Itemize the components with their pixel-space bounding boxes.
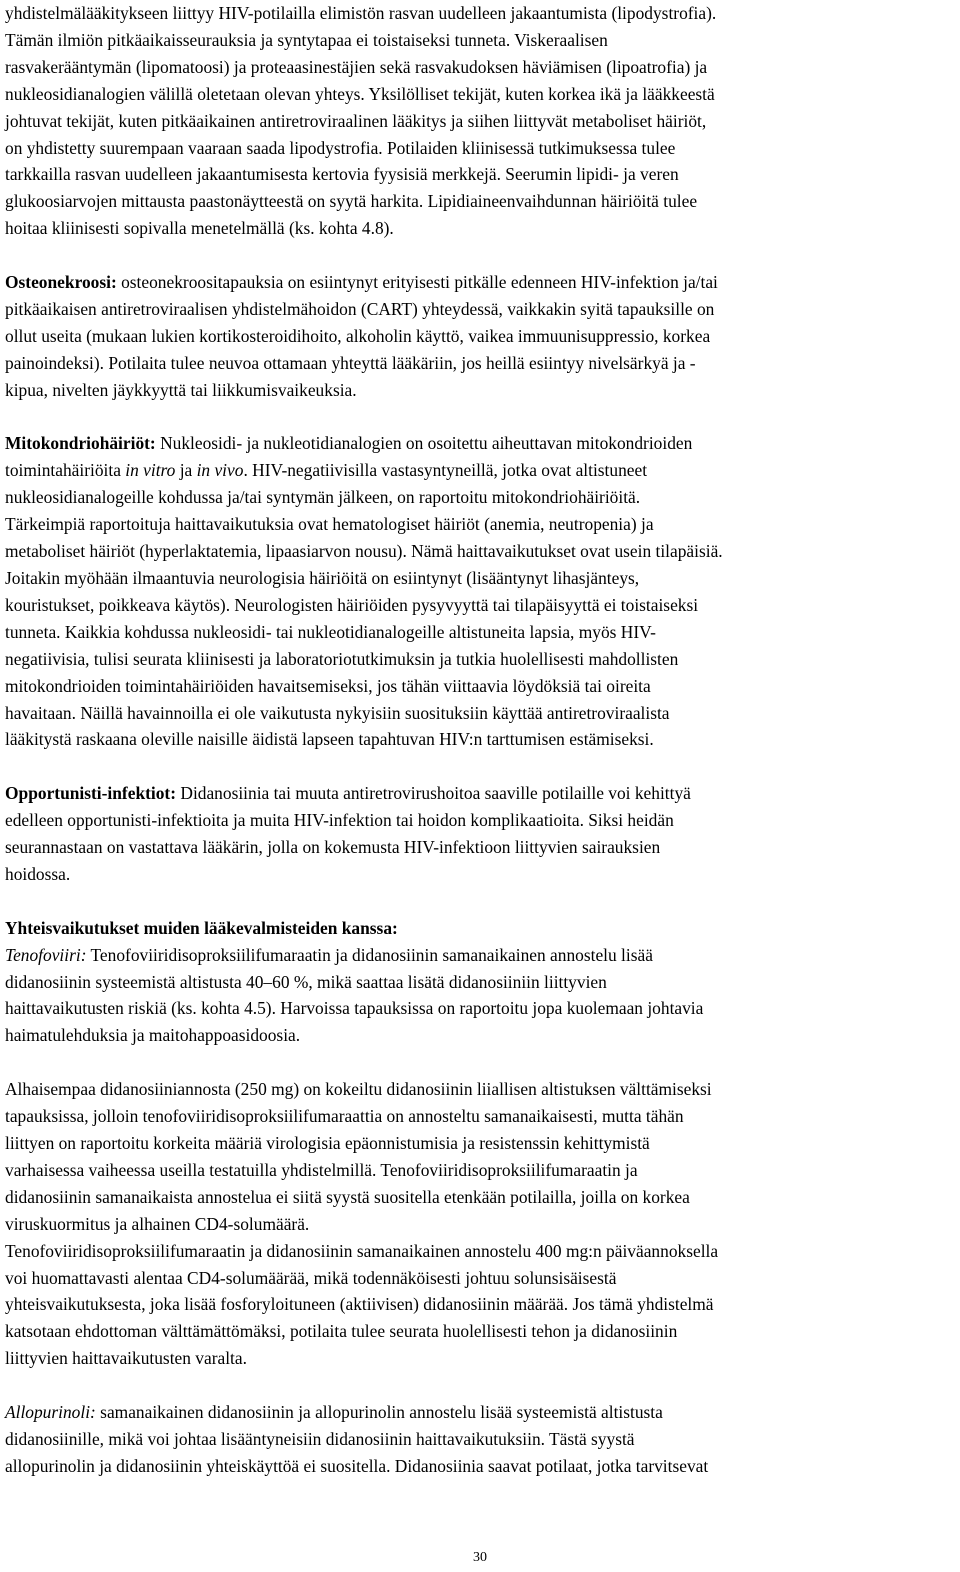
italic-label-tenofovir: Tenofoviiri: — [5, 944, 87, 965]
text-line: Tärkeimpiä raportoituja haittavaikutuksia ovat hematologiset häiriöt (anemia, neutropenia) ja — [5, 514, 654, 535]
section-heading-opportunistic: Opportunisti-infektiot: — [5, 783, 177, 804]
paragraph-gap — [5, 1049, 957, 1076]
text-run: Tenofoviiridisoproksiilifumaraatin ja didanosiinin samanaikainen annostelu lisää — [86, 944, 653, 965]
text-line: mitokondrioiden toimintahäiriöiden havaitsemiseksi, jos tähän viittaavia löydöksiä tai oireita — [5, 675, 651, 696]
text-line: haittavaikutusten riskiä (ks. kohta 4.5). Harvoissa tapauksissa on raportoitu jopa kuolemaan johtavia — [5, 998, 704, 1019]
text-line: viruskuormitus ja alhainen CD4-solumäärä. — [5, 1213, 310, 1234]
text-run: toimintahäiriöita — [5, 460, 126, 481]
text-run: Didanosiinia tai muuta antiretrovirushoitoa saaville potilaille voi kehittyä — [176, 783, 691, 804]
text-line: allopurinolin ja didanosiinin yhteiskäyttöä ei suositella. Didanosiinia saavat potilaat, jotka tarvitsevat — [5, 1455, 709, 1476]
text-line: voi huomattavasti alentaa CD4-solumäärää, mikä todennäköisesti johtuu solunsisäisestä — [5, 1267, 617, 1288]
italic-term: in vivo — [196, 460, 244, 481]
text-run: osteonekroositapauksia on esiintynyt erityisesti pitkälle edenneen HIV-infektion ja/tai — [116, 272, 718, 293]
text-line: yhteisvaikutuksesta, joka lisää fosforyloituneen (aktiivisen) didanosiinin määrää. Jos tämä yhdistelmä — [5, 1294, 714, 1315]
text-line: kouristukset, poikkeava käytös). Neurologisten häiriöiden pysyvyyttä tai tilapäisyyttä ei toistaiseksi — [5, 594, 699, 615]
text-line: glukoosiarvojen mittausta paastonäytteestä on syytä harkita. Lipidiaineenvaihdunnan häiriöitä tulee — [5, 191, 698, 212]
text-line: nukleosidianalogeille kohdussa ja/tai syntymän jälkeen, on raportoitu mitokondriohäiriöitä. — [5, 487, 641, 508]
italic-term: in vitro — [125, 460, 176, 481]
text-line: liittyen on raportoitu korkeita määriä virologisia epäonnistumisia ja resistenssin kehittymistä — [5, 1132, 650, 1153]
text-line: kipua, nivelten jäykkyyttä tai liikkumisvaikeuksia. — [5, 379, 357, 400]
paragraph-osteonecrosis — [5, 269, 957, 404]
text-line: varhaisessa vaiheessa useilla testatuilla yhdistelmillä. Tenofoviiridisoproksiilifumaraatin ja — [5, 1159, 638, 1180]
text-line: johtuvat tekijät, kuten pitkäaikainen antiretroviraalinen lääkitys ja siihen liittyvät metaboliset häiriöt, — [5, 110, 707, 131]
document-page — [5, 0, 957, 1480]
text-line: rasvakerääntymän (lipomatoosi) ja proteaasinestäjien sekä rasvakudoksen häviämisen (lipoatrofia) ja — [5, 56, 708, 77]
text-line — [5, 942, 957, 969]
text-line: painoindeksi). Potilaita tulee neuvoa ottamaan yhteyttä lääkäriin, jos heillä esiintyy nivelsärkyä ja - — [5, 352, 696, 373]
text-line: metaboliset häiriöt (hyperlaktatemia, lipaasiarvon nousu). Nämä haittavaikutukset ovat usein tilapäisiä. — [5, 541, 723, 562]
paragraph-opportunistic — [5, 780, 957, 888]
text-line: liittyvien haittavaikutusten varalta. — [5, 1348, 247, 1369]
text-run: Nukleosidi- ja nukleotidianalogien on osoitettu aiheuttavan mitokondrioiden — [155, 433, 693, 454]
text-line: seurannastaan on vastattava lääkärin, jolla on kokemusta HIV-infektioon liittyvien sairauksien — [5, 837, 661, 858]
text-line: katsotaan ehdottoman välttämättömäksi, potilaita tulee seurata huolellisesti tehon ja didanosiinin — [5, 1321, 678, 1342]
paragraph-gap — [5, 404, 957, 431]
text-line: Alhaisempaa didanosiiniannosta (250 mg) on kokeiltu didanosiinin liiallisen altistuksen välttämiseksi — [5, 1079, 712, 1100]
text-line: Joitakin myöhään ilmaantuvia neurologisia häiriöitä on esiintynyt (lisääntynyt lihasjänteys, — [5, 568, 640, 588]
text-line — [5, 457, 957, 484]
paragraph-gap — [5, 242, 957, 269]
text-line: Tämän ilmiön pitkäaikaisseurauksia ja syntytapaa ei toistaiseksi tunneta. Viskeraalisen — [5, 29, 608, 50]
text-line: havaitaan. Näillä havainnoilla ei ole vaikutusta nykyisiin suosituksiin käyttää antiretroviraalista — [5, 702, 670, 723]
text-line: haimatulehduksia ja maitohappoasidoosia. — [5, 1025, 301, 1046]
paragraph-gap — [5, 753, 957, 780]
text-line: pitkäaikaisen antiretroviraalisen yhdistelmähoidon (CART) yhteydessä, vaikkakin syitä tapauksille on — [5, 298, 715, 319]
text-run: samanaikainen didanosiinin ja allopurinolin annostelu lisää systeemistä altistusta — [95, 1402, 663, 1423]
text-line: nukleosidianalogien välillä oletetaan olevan yhteys. Yksilölliset tekijät, kuten korkea ikä ja lääkkeestä — [5, 83, 715, 104]
text-line: yhdistelmälääkitykseen liittyy HIV-potilailla elimistön rasvan uudelleen jakaantumista (lipodystrofia). — [5, 3, 717, 23]
text-line: hoitaa kliinisesti sopivalla menetelmällä (ks. kohta 4.8). — [5, 218, 394, 239]
text-line: Tenofoviiridisoproksiilifumaraatin ja didanosiinin samanaikainen annostelu 400 mg:n päiväannoksella — [5, 1240, 719, 1261]
italic-label-allopurinol: Allopurinoli: — [5, 1402, 96, 1423]
section-heading-osteonecrosis: Osteonekroosi: — [5, 272, 117, 293]
paragraph-mitochondrial — [5, 430, 957, 753]
text-line: tunneta. Kaikkia kohdussa nukleosidi- tai nukleotidianalogeille altistuneita lapsia, myös HIV- — [5, 621, 656, 642]
paragraph-400mg — [5, 1238, 957, 1373]
text-line: lääkitystä raskaana oleville naisille äidistä lapseen tapahtuvan HIV:n tarttumisen estämiseksi. — [5, 729, 654, 750]
text-line: negatiivisia, tulisi seurata kliinisesti ja laboratoriotutkimuksin ja tutkia huolellisesti mahdollisten — [5, 648, 679, 669]
text-line — [5, 780, 957, 807]
text-line — [5, 269, 957, 296]
text-line: hoidossa. — [5, 863, 71, 884]
section-heading-interactions: Yhteisvaikutukset muiden lääkevalmisteiden kanssa: — [5, 917, 398, 938]
text-line: edelleen opportunisti-infektioita ja muita HIV-infektion tai hoidon komplikaatioita. Siksi heidän — [5, 810, 674, 831]
text-line: didanosiinin systeemistä altistusta 40–60 %, mikä saattaa lisätä didanosiiniin liittyvien — [5, 971, 607, 992]
paragraph-allopurinol — [5, 1399, 957, 1480]
text-line — [5, 430, 957, 457]
text-line: didanosiinin samanaikaista annostelua ei siitä syystä suositella etenkään potilailla, joilla on korkea — [5, 1186, 690, 1207]
text-line: tarkkailla rasvan uudelleen jakaantumisesta kertovia fyysisiä merkkejä. Seerumin lipidi- ja veren — [5, 164, 679, 185]
section-heading-mitochondrial: Mitokondriohäiriöt: — [5, 433, 156, 454]
paragraph-interactions — [5, 915, 957, 1050]
text-run: ja — [175, 460, 197, 481]
text-line: ollut useita (mukaan lukien kortikosteroidihoito, alkoholin käyttö, vaikea immuunisuppressio, korkea — [5, 325, 711, 346]
page-number: 30 — [473, 1550, 487, 1565]
paragraph-lower-dose — [5, 1076, 957, 1237]
paragraph-gap — [5, 888, 957, 915]
text-line: tapauksissa, jolloin tenofoviiridisoproksiilifumaraattia on annosteltu samanaikaisesti, mutta tähän — [5, 1106, 684, 1127]
text-line: didanosiinille, mikä voi johtaa lisääntyneisiin didanosiinin haittavaikutuksiin. Tästä syystä — [5, 1428, 635, 1449]
text-line: on yhdistetty suurempaan vaaraan saada lipodystrofia. Potilaiden kliinisessä tutkimuksessa tulee — [5, 137, 676, 158]
paragraph-lipodystrophy — [5, 0, 957, 242]
text-line — [5, 1399, 957, 1426]
text-run: . HIV-negatiivisilla vastasyntyneillä, jotka ovat altistuneet — [243, 460, 648, 481]
paragraph-gap — [5, 1372, 957, 1399]
